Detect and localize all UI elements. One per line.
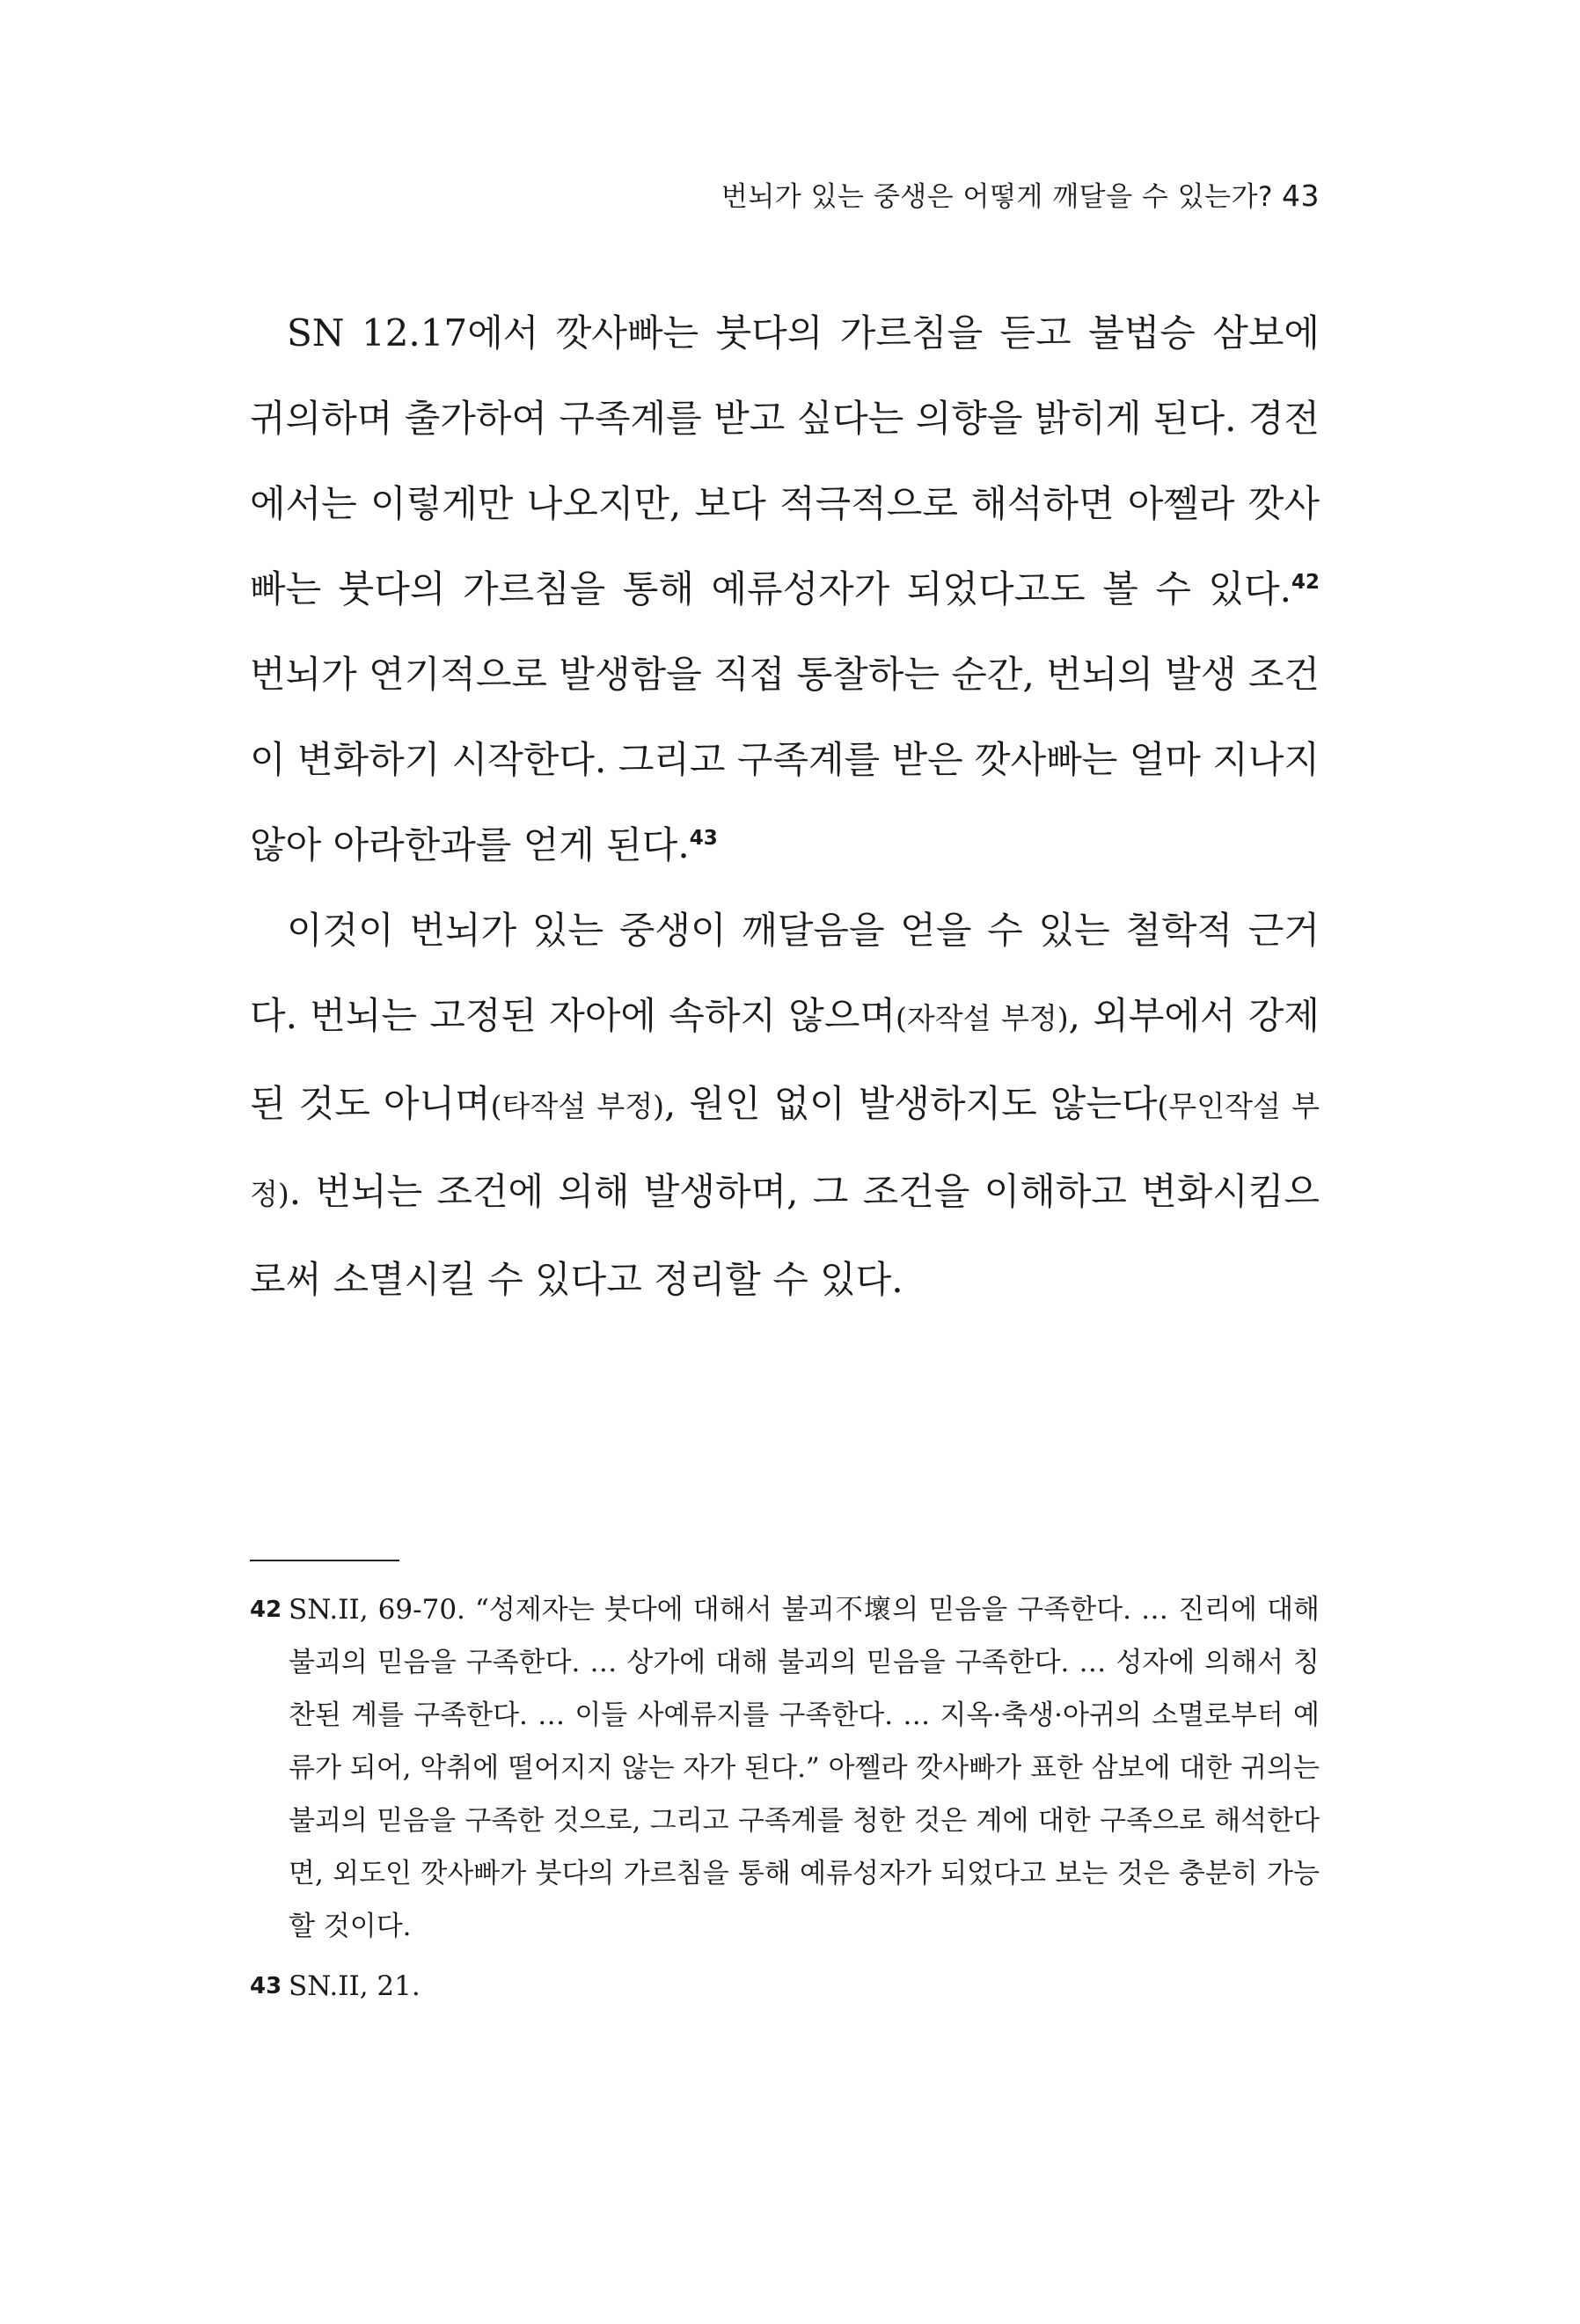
paragraph-2-text-b: , 외부에서 강제된 것도 아니며: [250, 994, 1320, 1125]
paragraph-2-text-c: , 원인 없이 발생하지도 않는다: [663, 1082, 1158, 1125]
paragraph-2-text-d: . 번뇌는 조건에 의해 발생하며, 그 조건을 이해하고 변화시킴으로써 소멸시킬 수 있다고 정리할 수 있다.: [250, 1170, 1320, 1301]
footnote-text: SN.II, 21.: [289, 1970, 421, 2002]
paragraph-2: [250, 888, 1320, 1322]
page-number: 43: [1282, 179, 1320, 213]
paragraph-2-note-3: (무인작설 부정): [250, 1089, 1320, 1211]
footnotes: [250, 1583, 1320, 2013]
footnote-divider: [250, 1560, 399, 1561]
paragraph-2-note-1: (자작설 부정): [896, 1001, 1069, 1035]
paragraph-2-note-2: (타작설 부정): [490, 1089, 664, 1123]
paragraph-1: [250, 290, 1320, 888]
footnote-ref-42[interactable]: 42: [1291, 571, 1320, 594]
footnote-text: SN.II, 69-70. “성제자는 붓다에 대해서 불괴不壞의 믿음을 구족한다. … 진리에 대해 불괴의 믿음을 구족한다. … 상가에 대해 불괴의 믿음을 구족한다. … 성자에 의해서 칭찬된 계를 구족한다. … 이들 사예류지를 구족한다. … 지옥·축생·아귀의 소멸로부터 예류가 되어, 악취에 떨어지지 않는 자가 된다.” 아쩰라 깟사빠가 표한 삼보에 대한 귀의는 불괴의 믿음을 구족한 것으로, 그리고 구족계를 청한 것은 계에 대한 구족으로 해석한다면, 외도인 깟사빠가 붓다의 가르침을 통해 예류성자가 되었다고 보는 것은 충분히 가능할 것이다.: [289, 1594, 1320, 1942]
paragraph-1-text-b: 번뇌가 연기적으로 발생함을 직접 통찰하는 순간, 번뇌의 발생 조건이 변화하기 시작한다. 그리고 구족계를 받은 깟사빠는 얼마 지나지 않아 아라한과를 얻게 된다.: [250, 653, 1320, 866]
paragraph-2-text-a: 이것이 번뇌가 있는 중생이 깨달음을 얻을 수 있는 철학적 근거다. 번뇌는 고정된 자아에 속하지 않으며: [250, 909, 1320, 1037]
footnote-ref-43[interactable]: 43: [689, 827, 718, 850]
footnote-42: [250, 1583, 1320, 1953]
footnote-43: [250, 1960, 1320, 2013]
running-header: [721, 174, 1320, 214]
body-text: [250, 290, 1320, 1322]
paragraph-1-text-a: SN 12.17에서 깟사빠는 붓다의 가르침을 듣고 불법승 삼보에 귀의하며 출가하여 구족계를 받고 싶다는 의향을 밝히게 된다. 경전에서는 이렇게만 나오지만, 보다 적극적으로 해석하면 아쩰라 깟사빠는 붓다의 가르침을 통해 예류성자가 되었다고도 볼 수 있다.: [250, 311, 1320, 610]
footnote-number: 43: [250, 1973, 282, 1999]
chapter-title: 번뇌가 있는 중생은 어떻게 깨달을 수 있는가?: [721, 181, 1273, 213]
footnote-number: 42: [250, 1597, 282, 1623]
